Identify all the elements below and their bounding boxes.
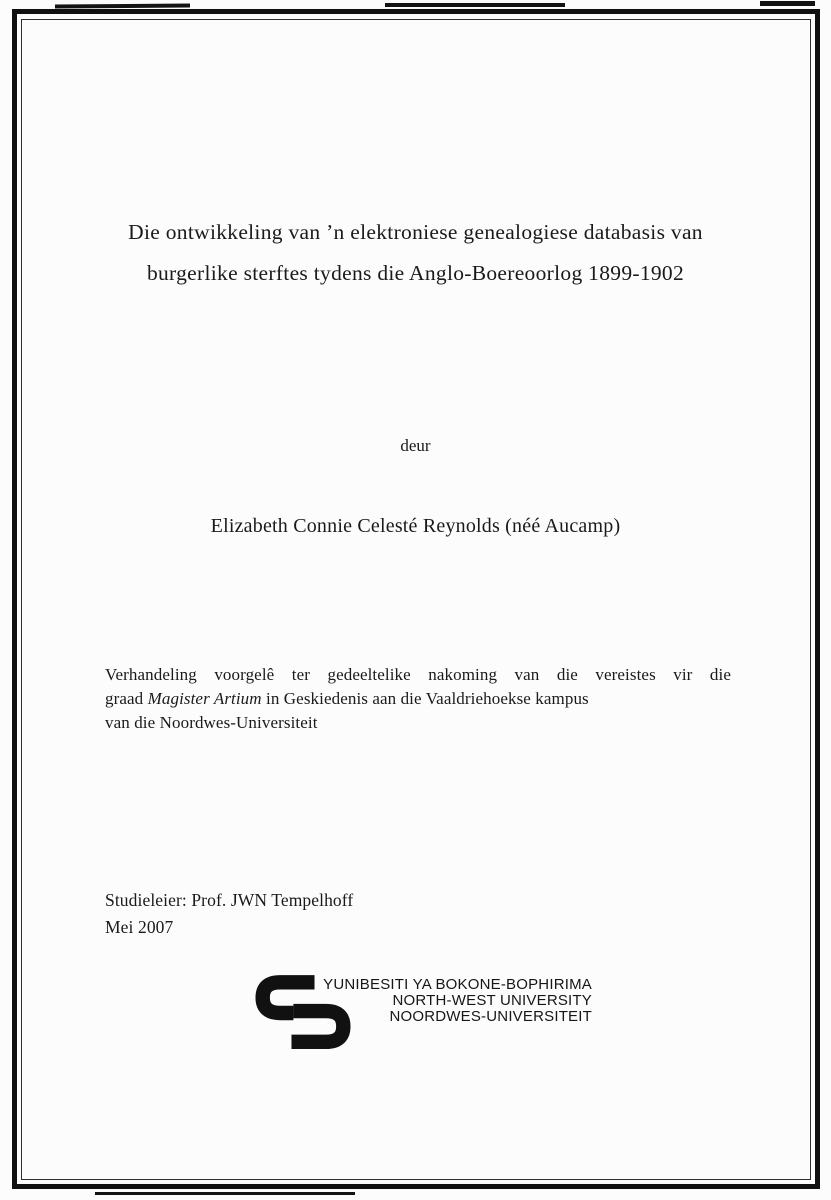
thesis-title-line-1: Die ontwikkeling van ’n elektroniese genealogiese databasis van [128, 220, 703, 244]
submission-statement [105, 663, 731, 734]
university-logo [255, 973, 592, 1055]
supervisor-line: Studieleier: Prof. JWN Tempelhoff [105, 890, 354, 910]
statement-line-3: van die Noordwes-Universiteit [105, 712, 318, 732]
scan-artifact [55, 4, 190, 9]
statement-line-2-prefix: graad [105, 688, 148, 708]
scan-artifact [385, 3, 565, 7]
logo-text-setswana: YUNIBESITI YA BOKONE-BOPHIRIMA [323, 976, 592, 993]
logo-text-english: NORTH-WEST UNIVERSITY [392, 992, 592, 1010]
author-name: Elizabeth Connie Celesté Reynolds (néé Aucamp) [210, 515, 621, 537]
date-line: Mei 2007 [105, 916, 174, 937]
supervisor-block [105, 887, 353, 940]
thesis-title-line-2: burgerlike sterftes tydens die Anglo-Boereoorlog 1899-1902 [146, 261, 685, 285]
statement-line-1: Verhandeling voorgelê ter gedeeltelike nakoming van die vereistes vir die [105, 665, 731, 684]
scan-artifact [760, 1, 815, 6]
byline: deur [400, 436, 431, 455]
university-logo-text [323, 977, 592, 1026]
degree-name: Magister Artium [147, 688, 262, 708]
statement-line-2 [105, 687, 731, 711]
logo-text-afrikaans: NOORDWES-UNIVERSITEIT [389, 1008, 592, 1026]
thesis-title [40, 212, 791, 294]
scan-artifact [95, 1192, 355, 1195]
statement-line-2-suffix: in Geskiedenis aan die Vaaldriehoekse kampus [261, 688, 589, 708]
